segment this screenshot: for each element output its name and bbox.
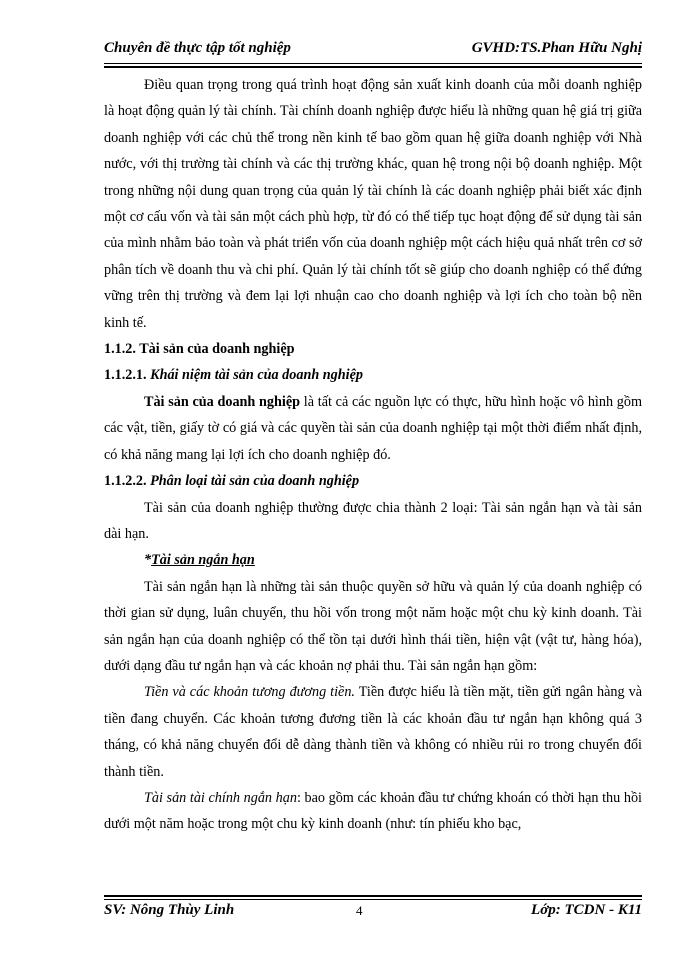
subheading-star: * [144,552,152,569]
footer-class: Lớp: TCDN - K11 [531,902,642,918]
paragraph-asset-classification: Tài sản của doanh nghiệp thường được chia thành 2 loại: Tài sản ngắn hạn và tài sản dài hạn. [104,499,642,542]
financial-assets-text: : bao gồm các khoản đầu tư chứng khoán có thời hạn thu hồi dưới một năm hoặc trong một chu kỳ kinh doanh (như: tín phiếu kho bạc, [104,789,642,833]
asset-definition-term: Tài sản của doanh nghiệp [144,393,301,410]
header-rule-thick [104,66,642,68]
heading-1-1-2-2-title: Phân loại tài sản của doanh nghiệp [150,473,360,490]
header-rule-thin [104,63,642,64]
paragraph-financial-management: Điều quan trọng trong quá trình hoạt động sản xuất kinh doanh của mỗi doanh nghiệp là hoạt động quản lý tài chính. Tài chính doanh nghiệp được hiểu là những quan hệ giá trị giữa doanh nghiệp với các chủ thể trong nền kinh tế bao gồm quan hệ giữa doanh nghiệp với Nhà nước, với thị trường tài chính và các thị trường khác, quan hệ trong nội bộ doanh nghiệp. Một trong những nội dung quan trọng của quản lý tài chính là các doanh nghiệp phải biết xác định một cơ cấu vốn và tài sản một cách phù hợp, từ đó có thể tiếp tục hoạt động để sử dụng tài sản của mình nhằm bảo toàn và phát triển vốn của doanh nghiệp một cách hiệu quả nhất trên cơ sở phân tích về doanh thu và chi phí. Quản lý tài chính tốt sẽ giúp cho doanh nghiệp có thể đứng vững trên thị trường và đem lại lợi nhuận cao cho doanh nghiệp và lợi ích cho toàn bộ nền kinh tế. [104,77,642,331]
subheading-short-term-title: Tài sản ngắn hạn [151,552,255,569]
footer-rule-thick [104,895,642,897]
heading-1-1-2-1-number: 1.1.2.1. [104,367,147,384]
heading-1-1-2-2-number: 1.1.2.2. [104,473,147,490]
header-supervisor: GVHD:TS.Phan Hữu Nghị [471,40,642,56]
page-header [104,40,642,62]
paragraph-asset-definition [104,389,642,468]
paragraph-cash-equivalents [104,679,642,785]
heading-1-1-2-1-title: Khái niệm tài sản của doanh nghiệp [150,367,363,384]
paragraph-short-term-financial-assets [104,785,642,838]
page-footer [104,902,642,924]
asset-definition-text: là tất cả các nguồn lực có thực, hữu hình hoặc vô hình gồm các vật, tiền, giấy tờ có giá và các quyền tài sản của doanh nghiệp tại một thời điểm nhất định, có khả năng mang lại lợi ích cho doanh nghiệp đó. [104,393,642,463]
header-course-title: Chuyên đề thực tập tốt nghiệp [104,40,291,56]
heading-1-1-2-1 [104,362,642,388]
page-number: 4 [356,903,363,918]
subheading-short-term-assets [104,547,642,573]
cash-equivalents-text: Tiền được hiểu là tiền mặt, tiền gửi ngân hàng và tiền đang chuyển. Các khoản tương đương tiền là các khoản đầu tư ngắn hạn không quá 3 tháng, có khả năng chuyển đổi dễ dàng thành tiền và không có nhiều rủi ro trong chuyển đổi thành tiền. [104,684,642,780]
paragraph-short-term-assets: Tài sản ngắn hạn là những tài sản thuộc quyền sở hữu và quản lý của doanh nghiệp có thời gian sử dụng, luân chuyển, thu hồi vốn trong một năm hoặc một chu kỳ kinh doanh. Tài sản ngắn hạn của doanh nghiệp có thể tồn tại dưới hình thái tiền, hiện vật (vật tư, hàng hóa), dưới dạng đầu tư ngắn hạn và các khoản nợ phải thu. Tài sản ngắn hạn gồm: [104,578,642,674]
footer-student-name: SV: Nông Thùy Linh [104,902,235,918]
footer-rule-thin [104,899,642,900]
financial-assets-term: Tài sản tài chính ngắn hạn [144,789,297,806]
heading-1-1-2-2 [104,468,642,494]
page-content [104,72,642,838]
cash-equivalents-term: Tiền và các khoản tương đương tiền. [144,684,355,701]
heading-1-1-2: 1.1.2. Tài sản của doanh nghiệp [104,341,295,358]
